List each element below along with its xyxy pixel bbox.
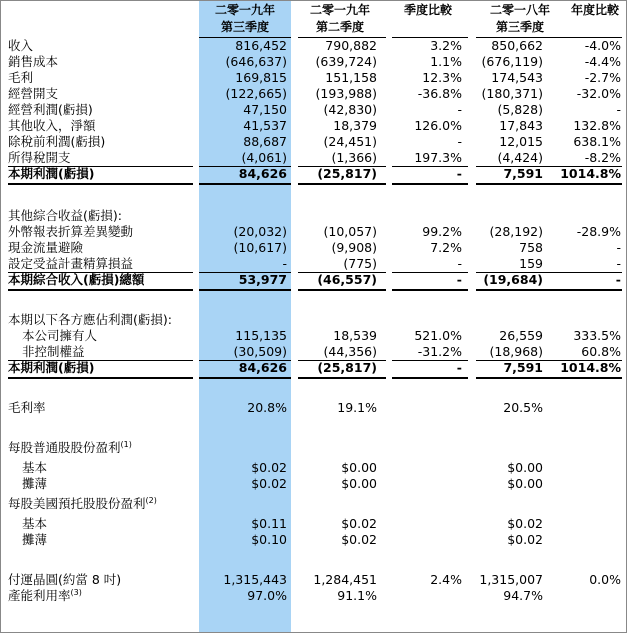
cell-col-4: 174,543 — [491, 70, 543, 85]
cell-col-2: (25,817) — [317, 360, 377, 375]
cell-col-4: (4,424) — [497, 150, 543, 165]
row-label — [22, 476, 47, 492]
table-row — [0, 496, 627, 512]
total-overline — [8, 272, 193, 273]
row-label-text: 本期利潤(虧損) — [8, 360, 95, 375]
cell-col-5: -2.7% — [584, 70, 621, 85]
total-underline — [8, 183, 193, 185]
table-row — [0, 54, 627, 70]
header-col-5: 年度比較 — [570, 3, 619, 17]
row-label — [8, 224, 133, 240]
cell-col-1: 84,626 — [238, 166, 287, 181]
cell-col-2: 1,284,451 — [313, 572, 377, 587]
cell-col-3: -31.2% — [417, 344, 462, 359]
total-underline — [8, 289, 193, 291]
cell-col-3: - — [457, 256, 462, 271]
total-overline — [8, 360, 193, 361]
total-underline — [476, 183, 566, 185]
cell-col-4: 850,662 — [491, 38, 543, 53]
cell-col-2: (46,557) — [317, 272, 377, 287]
row-label-text: 其他綜合收益(虧損): — [8, 208, 122, 223]
total-underline — [298, 377, 386, 379]
cell-col-3: 99.2% — [422, 224, 462, 239]
table-row — [0, 224, 627, 240]
row-label — [22, 344, 85, 360]
cell-col-5: -4.4% — [584, 54, 621, 69]
total-row — [0, 166, 627, 182]
total-overline — [199, 166, 291, 167]
cell-col-1: (10,617) — [233, 240, 287, 255]
row-label-text: 毛利 — [8, 70, 34, 85]
table-row — [0, 312, 627, 328]
cell-col-1: 97.0% — [247, 588, 287, 603]
cell-col-2: (1,366) — [331, 150, 377, 165]
cell-col-3: - — [457, 102, 462, 117]
cell-col-5: -8.2% — [584, 150, 621, 165]
cell-col-5: 333.5% — [573, 328, 621, 343]
total-overline — [298, 360, 386, 361]
total-overline — [566, 360, 622, 361]
cell-col-2: $0.00 — [341, 460, 377, 475]
row-label — [8, 240, 83, 256]
table-row — [0, 70, 627, 86]
row-label — [22, 532, 47, 548]
cell-col-5: 1014.8% — [560, 360, 621, 375]
cell-col-4: 7,591 — [503, 360, 543, 375]
row-label — [8, 400, 46, 416]
cell-col-4: (18,968) — [489, 344, 543, 359]
cell-col-1: 47,150 — [243, 102, 287, 117]
cell-col-1: (122,665) — [225, 86, 287, 101]
total-overline — [392, 272, 468, 273]
cell-col-4: 26,559 — [499, 328, 543, 343]
cell-col-2: $0.02 — [341, 516, 377, 531]
table-row — [0, 102, 627, 118]
cell-col-1: $0.10 — [251, 532, 287, 547]
cell-col-2: (775) — [343, 256, 377, 271]
cell-col-2: 18,379 — [333, 118, 377, 133]
total-underline — [392, 289, 468, 291]
cell-col-4: 758 — [519, 240, 543, 255]
table-row — [0, 256, 627, 272]
total-overline — [566, 166, 622, 167]
cell-col-1: 20.8% — [247, 400, 287, 415]
table-row — [0, 588, 627, 604]
table-row — [0, 400, 627, 416]
table-row — [0, 532, 627, 548]
table-row — [0, 208, 627, 224]
cell-col-2: (639,724) — [315, 54, 377, 69]
total-overline — [476, 272, 566, 273]
cell-col-1: $0.02 — [251, 476, 287, 491]
row-label-text: 每股普通股股份盈利 — [8, 440, 121, 455]
total-underline — [476, 377, 566, 379]
row-label — [8, 440, 132, 456]
cell-col-2: 18,539 — [333, 328, 377, 343]
cell-col-2: (25,817) — [317, 166, 377, 181]
cell-col-2: (44,356) — [323, 344, 377, 359]
cell-col-5: - — [616, 256, 621, 271]
cell-col-5: 132.8% — [573, 118, 621, 133]
row-label-text: 外幣報表折算差異變動 — [8, 224, 134, 239]
cell-col-1: (20,032) — [233, 224, 287, 239]
cell-col-4: (676,119) — [481, 54, 543, 69]
header-col-3: 季度比較 — [403, 3, 452, 17]
total-overline — [566, 272, 622, 273]
header-col-1: 二零一九年 第三季度 — [214, 3, 275, 34]
cell-col-1: 53,977 — [238, 272, 287, 287]
table-row — [0, 516, 627, 532]
table-row — [0, 344, 627, 360]
total-underline — [8, 377, 193, 379]
cell-col-4: 12,015 — [499, 134, 543, 149]
row-label-text: 產能利用率 — [8, 588, 71, 603]
cell-col-1: $0.11 — [251, 516, 287, 531]
cell-col-4: (28,192) — [489, 224, 543, 239]
cell-col-4: (19,684) — [483, 272, 543, 287]
cell-col-2: 790,882 — [325, 38, 377, 53]
row-label-text: 基本 — [22, 460, 48, 475]
table-row — [0, 134, 627, 150]
row-label-text: 基本 — [22, 516, 48, 531]
row-label — [22, 460, 47, 476]
row-label — [8, 118, 96, 134]
cell-col-5: 60.8% — [581, 344, 621, 359]
total-overline — [199, 360, 291, 361]
row-label-text: 其他收入，淨額 — [8, 118, 96, 133]
cell-col-5: - — [616, 102, 621, 117]
cell-col-3: - — [456, 166, 462, 181]
cell-col-2: (10,057) — [323, 224, 377, 239]
cell-col-2: 19.1% — [337, 400, 377, 415]
footnote-marker: (3) — [70, 587, 82, 597]
row-label — [8, 134, 105, 150]
row-label — [8, 166, 94, 182]
table-row — [0, 440, 627, 456]
cell-col-1: 816,452 — [235, 38, 287, 53]
row-label — [8, 102, 93, 118]
cell-col-4: $0.02 — [507, 532, 543, 547]
row-label — [22, 516, 47, 532]
row-label-text: 本期綜合收入(虧損)總額 — [8, 272, 145, 287]
total-overline — [392, 166, 468, 167]
row-label — [8, 70, 33, 86]
row-label — [8, 150, 71, 166]
table-row — [0, 118, 627, 134]
cell-col-3: 521.0% — [414, 328, 462, 343]
cell-col-4: 7,591 — [503, 166, 543, 181]
row-label-text: 本期以下各方應佔利潤(虧損): — [8, 312, 172, 327]
total-underline — [566, 377, 622, 379]
cell-col-1: - — [282, 256, 287, 271]
cell-col-1: 84,626 — [238, 360, 287, 375]
total-overline — [298, 166, 386, 167]
footnote-marker: (2) — [145, 495, 157, 505]
row-label-text: 所得稅開支 — [8, 150, 71, 165]
cell-col-1: 41,537 — [243, 118, 287, 133]
cell-col-1: 115,135 — [235, 328, 287, 343]
table-row — [0, 86, 627, 102]
row-label-text: 每股美國預托股股份盈利 — [8, 496, 146, 511]
cell-col-2: 91.1% — [337, 588, 377, 603]
total-row — [0, 272, 627, 288]
cell-col-3: 1.1% — [430, 54, 462, 69]
cell-col-1: (646,637) — [225, 54, 287, 69]
cell-col-3: 3.2% — [430, 38, 462, 53]
cell-col-4: 1,315,007 — [479, 572, 543, 587]
table-row — [0, 460, 627, 476]
table-row — [0, 572, 627, 588]
table-row — [0, 476, 627, 492]
row-label — [8, 360, 94, 376]
cell-col-1: (30,509) — [233, 344, 287, 359]
row-label — [8, 588, 82, 604]
row-label-text: 經營開支 — [8, 86, 59, 101]
row-label-text: 非控制權益 — [22, 344, 85, 359]
cell-col-4: (5,828) — [497, 102, 543, 117]
table-row — [0, 240, 627, 256]
total-underline — [298, 289, 386, 291]
table-row — [0, 38, 627, 54]
cell-col-2: $0.00 — [341, 476, 377, 491]
row-label — [22, 328, 97, 344]
cell-col-5: - — [615, 272, 621, 287]
total-overline — [199, 272, 291, 273]
row-label-text: 收入 — [8, 38, 34, 53]
row-label-text: 設定受益計畫精算損益 — [8, 256, 134, 271]
row-label-text: 攤薄 — [22, 532, 48, 547]
header-col-2: 二零一九年 第二季度 — [309, 3, 370, 34]
total-overline — [476, 166, 566, 167]
row-label — [8, 312, 172, 328]
cell-col-2: (24,451) — [323, 134, 377, 149]
cell-col-1: 88,687 — [243, 134, 287, 149]
row-label — [8, 208, 122, 224]
cell-col-3: 2.4% — [430, 572, 462, 587]
table-row — [0, 150, 627, 166]
row-label-text: 毛利率 — [8, 400, 46, 415]
cell-col-5: - — [616, 240, 621, 255]
cell-col-4: 94.7% — [503, 588, 543, 603]
total-underline — [199, 183, 291, 185]
cell-col-3: 197.3% — [414, 150, 462, 165]
total-underline — [566, 289, 622, 291]
total-underline — [566, 183, 622, 185]
row-label — [8, 272, 144, 288]
cell-col-5: -28.9% — [576, 224, 621, 239]
total-underline — [298, 183, 386, 185]
row-label-text: 本公司擁有人 — [22, 328, 98, 343]
row-label — [8, 38, 33, 54]
cell-col-4: $0.00 — [507, 476, 543, 491]
cell-col-3: - — [456, 272, 462, 287]
cell-col-3: 7.2% — [430, 240, 462, 255]
row-label — [8, 86, 58, 102]
cell-col-1: 169,815 — [235, 70, 287, 85]
cell-col-3: - — [456, 360, 462, 375]
cell-col-2: $0.02 — [341, 532, 377, 547]
row-label — [8, 256, 133, 272]
cell-col-2: (193,988) — [315, 86, 377, 101]
cell-col-2: (9,908) — [331, 240, 377, 255]
table-row — [0, 328, 627, 344]
cell-col-3: - — [457, 134, 462, 149]
total-overline — [392, 360, 468, 361]
total-overline — [8, 166, 193, 167]
cell-col-4: (180,371) — [481, 86, 543, 101]
cell-col-5: -4.0% — [584, 38, 621, 53]
cell-col-1: 1,315,443 — [223, 572, 287, 587]
cell-col-4: 159 — [519, 256, 543, 271]
cell-col-1: (4,061) — [241, 150, 287, 165]
total-row — [0, 360, 627, 376]
row-label-text: 本期利潤(虧損) — [8, 166, 95, 181]
cell-col-4: 17,843 — [499, 118, 543, 133]
cell-col-2: 151,158 — [325, 70, 377, 85]
cell-col-1: $0.02 — [251, 460, 287, 475]
row-label — [8, 54, 58, 70]
cell-col-5: 638.1% — [573, 134, 621, 149]
cell-col-2: (42,830) — [323, 102, 377, 117]
cell-col-5: -32.0% — [576, 86, 621, 101]
row-label — [8, 572, 121, 588]
cell-col-4: $0.02 — [507, 516, 543, 531]
cell-col-4: 20.5% — [503, 400, 543, 415]
row-label — [8, 496, 157, 512]
total-underline — [392, 183, 468, 185]
cell-col-3: 12.3% — [422, 70, 462, 85]
row-label-text: 經營利潤(虧損) — [8, 102, 93, 117]
cell-col-5: 1014.8% — [560, 166, 621, 181]
total-underline — [392, 377, 468, 379]
cell-col-5: 0.0% — [589, 572, 621, 587]
row-label-text: 付運晶圓(約當 8 吋) — [8, 572, 122, 587]
header-col-4: 二零一八年 第三季度 — [489, 3, 550, 34]
cell-col-3: 126.0% — [414, 118, 462, 133]
total-overline — [298, 272, 386, 273]
total-underline — [199, 289, 291, 291]
cell-col-4: $0.00 — [507, 460, 543, 475]
total-overline — [476, 360, 566, 361]
row-label-text: 銷售成本 — [8, 54, 59, 69]
row-label-text: 現金流量避險 — [8, 240, 84, 255]
footnote-marker: (1) — [120, 439, 132, 449]
total-underline — [476, 289, 566, 291]
total-underline — [199, 377, 291, 379]
row-label-text: 攤薄 — [22, 476, 48, 491]
row-label-text: 除稅前利潤(虧損) — [8, 134, 106, 149]
cell-col-3: -36.8% — [417, 86, 462, 101]
